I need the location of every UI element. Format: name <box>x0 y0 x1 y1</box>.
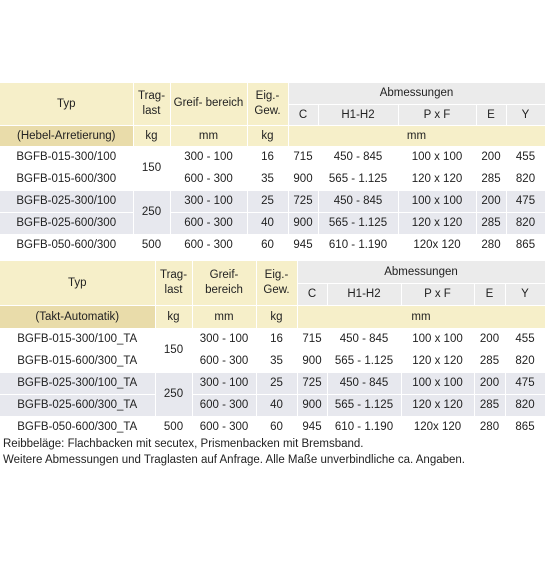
header-col-pxf: P x F <box>401 283 474 305</box>
unit-kg: kg <box>247 125 288 146</box>
unit-mm: mm <box>297 305 545 328</box>
header-greifbereich: Greif- bereich <box>170 83 247 125</box>
cell-pxf: 100 x 100 <box>401 328 474 350</box>
cell-e: 285 <box>476 212 506 234</box>
cell-eig: 60 <box>247 234 288 256</box>
table-row <box>0 146 545 168</box>
cell-eig: 16 <box>256 328 297 350</box>
cell-pxf: 120 x 120 <box>401 350 474 372</box>
cell-typ: BGFB-050-600/300 <box>0 234 133 256</box>
cell-e: 285 <box>474 394 505 416</box>
table-row <box>0 394 545 416</box>
cell-greif: 300 - 100 <box>192 328 256 350</box>
cell-c: 900 <box>297 394 327 416</box>
unit-kg: kg <box>256 305 297 328</box>
cell-greif: 300 - 100 <box>192 372 256 394</box>
cell-e: 280 <box>474 416 505 438</box>
cell-h: 610 - 1.190 <box>318 234 398 256</box>
table-row <box>0 328 545 350</box>
cell-c: 715 <box>297 328 327 350</box>
cell-y: 475 <box>505 372 545 394</box>
header-col-y: Y <box>505 283 545 305</box>
cell-h: 565 - 1.125 <box>327 350 401 372</box>
cell-c: 725 <box>297 372 327 394</box>
cell-h: 565 - 1.125 <box>327 394 401 416</box>
cell-c: 900 <box>288 168 318 190</box>
cell-e: 280 <box>476 234 506 256</box>
cell-e: 200 <box>474 372 505 394</box>
cell-e: 285 <box>476 168 506 190</box>
cell-h: 450 - 845 <box>318 190 398 212</box>
cell-eig: 40 <box>247 212 288 234</box>
table-row <box>0 234 545 256</box>
cell-typ: BGFB-025-600/300 <box>0 212 133 234</box>
cell-typ: BGFB-025-600/300_TA <box>0 394 155 416</box>
header-col-pxf: P x F <box>398 104 476 125</box>
header-col-e: E <box>476 104 506 125</box>
cell-h: 450 - 845 <box>318 146 398 168</box>
header-abmessungen: Abmessungen <box>288 83 545 104</box>
header-typ: Typ <box>0 261 155 305</box>
footnote-abmessungen: Weitere Abmessungen und Traglasten auf Anfrage. Alle Maße unverbindliche ca. Angaben. <box>3 454 466 466</box>
header-traglast: Trag- last <box>155 261 192 305</box>
cell-greif: 600 - 300 <box>192 394 256 416</box>
header-col-c: C <box>297 283 327 305</box>
cell-e: 200 <box>476 146 506 168</box>
cell-greif: 600 - 300 <box>170 168 247 190</box>
cell-typ: BGFB-025-300/100 <box>0 190 133 212</box>
cell-e: 200 <box>474 328 505 350</box>
cell-y: 455 <box>506 146 545 168</box>
cell-y: 455 <box>505 328 545 350</box>
table-row <box>0 350 545 372</box>
cell-eig: 16 <box>247 146 288 168</box>
cell-y: 820 <box>505 394 545 416</box>
header-eig-gew: Eig.- Gew. <box>256 261 297 305</box>
cell-traglast: 150 <box>155 328 192 372</box>
cell-typ: BGFB-015-300/100_TA <box>0 328 155 350</box>
cell-h: 450 - 845 <box>327 372 401 394</box>
header-abmessungen: Abmessungen <box>297 261 545 283</box>
spec-table-hebel <box>0 83 546 257</box>
table-row <box>0 190 545 212</box>
unit-kg: kg <box>133 125 170 146</box>
cell-traglast: 250 <box>133 190 170 234</box>
cell-greif: 300 - 100 <box>170 190 247 212</box>
table-row <box>0 168 545 190</box>
cell-traglast: 150 <box>133 146 170 190</box>
cell-pxf: 100 x 100 <box>398 190 476 212</box>
cell-typ: BGFB-015-300/100 <box>0 146 133 168</box>
cell-greif: 300 - 100 <box>170 146 247 168</box>
cell-greif: 600 - 300 <box>170 212 247 234</box>
cell-c: 715 <box>288 146 318 168</box>
cell-h: 610 - 1.190 <box>327 416 401 438</box>
cell-y: 475 <box>506 190 545 212</box>
cell-y: 865 <box>506 234 545 256</box>
cell-eig: 25 <box>256 372 297 394</box>
cell-typ: BGFB-015-600/300 <box>0 168 133 190</box>
cell-greif: 600 - 300 <box>192 350 256 372</box>
unit-mm: mm <box>288 125 545 146</box>
header-col-c: C <box>288 104 318 125</box>
cell-h: 565 - 1.125 <box>318 168 398 190</box>
cell-y: 820 <box>505 350 545 372</box>
unit-kg: kg <box>155 305 192 328</box>
cell-greif: 600 - 300 <box>170 234 247 256</box>
cell-pxf: 120 x 120 <box>398 168 476 190</box>
section-label: (Hebel-Arretierung) <box>0 125 133 146</box>
cell-c: 725 <box>288 190 318 212</box>
cell-c: 900 <box>297 350 327 372</box>
header-col-h1h2: H1-H2 <box>318 104 398 125</box>
cell-pxf: 100 x 100 <box>398 146 476 168</box>
cell-y: 820 <box>506 212 545 234</box>
cell-c: 945 <box>288 234 318 256</box>
header-eig-gew: Eig.- Gew. <box>247 83 288 125</box>
unit-mm: mm <box>170 125 247 146</box>
table-row <box>0 372 545 394</box>
cell-eig: 60 <box>256 416 297 438</box>
cell-traglast: 500 <box>133 234 170 256</box>
cell-typ: BGFB-015-600/300_TA <box>0 350 155 372</box>
cell-e: 285 <box>474 350 505 372</box>
footnote-reibbelaege: Reibbeläge: Flachbacken mit secutex, Prismenbacken mit Bremsband. <box>3 438 364 450</box>
cell-greif: 600 - 300 <box>192 416 256 438</box>
cell-pxf: 120 x 120 <box>401 394 474 416</box>
unit-mm: mm <box>192 305 256 328</box>
cell-pxf: 120 x 120 <box>398 212 476 234</box>
cell-typ: BGFB-050-600/300_TA <box>0 416 155 438</box>
cell-typ: BGFB-025-300/100_TA <box>0 372 155 394</box>
cell-eig: 35 <box>247 168 288 190</box>
cell-c: 945 <box>297 416 327 438</box>
cell-h: 450 - 845 <box>327 328 401 350</box>
cell-h: 565 - 1.125 <box>318 212 398 234</box>
footnotes <box>3 436 465 468</box>
table-row <box>0 212 545 234</box>
cell-eig: 35 <box>256 350 297 372</box>
cell-c: 900 <box>288 212 318 234</box>
header-typ: Typ <box>0 83 133 125</box>
cell-pxf: 120x 120 <box>398 234 476 256</box>
section-label: (Takt-Automatik) <box>0 305 155 328</box>
cell-y: 865 <box>505 416 545 438</box>
cell-y: 820 <box>506 168 545 190</box>
header-col-y: Y <box>506 104 545 125</box>
spec-table-takt <box>0 261 546 439</box>
cell-pxf: 100 x 100 <box>401 372 474 394</box>
cell-eig: 25 <box>247 190 288 212</box>
table-row <box>0 416 545 438</box>
cell-traglast: 500 <box>155 416 192 438</box>
header-traglast: Trag- last <box>133 83 170 125</box>
header-col-h1h2: H1-H2 <box>327 283 401 305</box>
header-col-e: E <box>474 283 505 305</box>
cell-e: 200 <box>476 190 506 212</box>
header-greifbereich: Greif- bereich <box>192 261 256 305</box>
cell-eig: 40 <box>256 394 297 416</box>
cell-traglast: 250 <box>155 372 192 416</box>
cell-pxf: 120x 120 <box>401 416 474 438</box>
